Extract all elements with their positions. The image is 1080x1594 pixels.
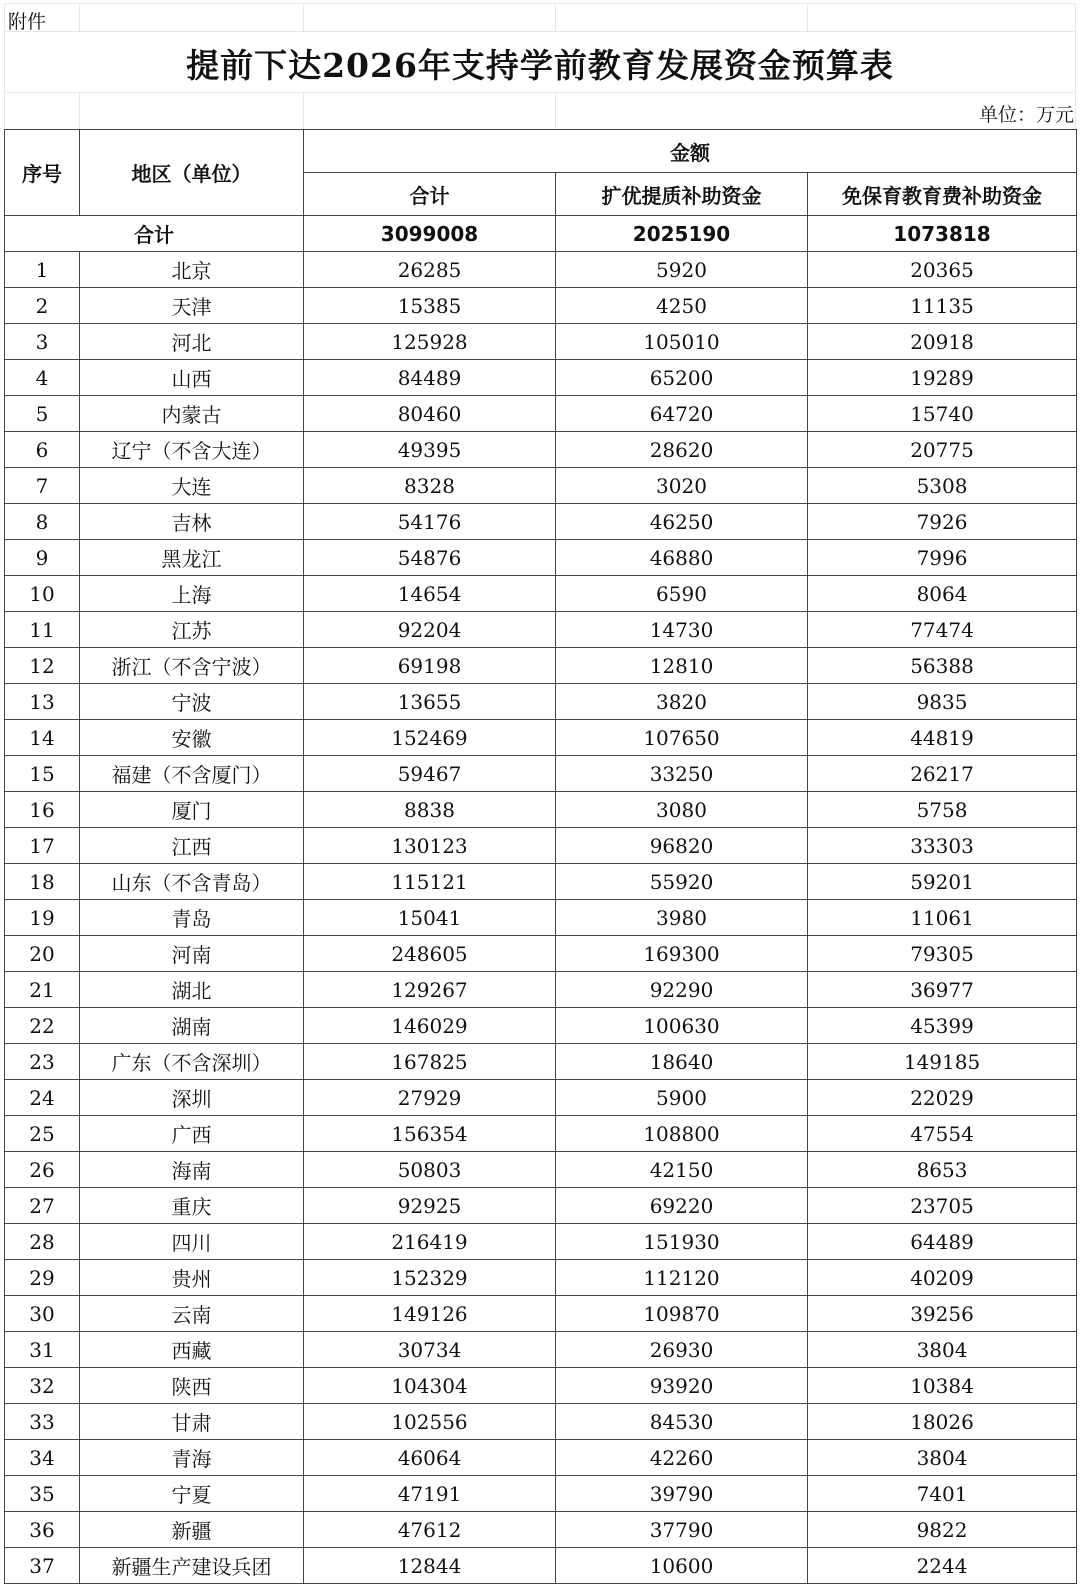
cell-total: 129267	[304, 972, 556, 1008]
cell-quality: 3080	[556, 792, 808, 828]
cell-index: 23	[5, 1044, 80, 1080]
cell-total: 14654	[304, 576, 556, 612]
cell-index: 20	[5, 936, 80, 972]
table-row	[5, 1044, 1077, 1080]
cell-index: 30	[5, 1296, 80, 1332]
cell-quality: 42260	[556, 1440, 808, 1476]
cell-quality: 3980	[556, 900, 808, 936]
cell-quality: 10600	[556, 1548, 808, 1584]
cell-index: 14	[5, 720, 80, 756]
cell-waiver: 3804	[808, 1332, 1077, 1368]
cell-waiver: 22029	[808, 1080, 1077, 1116]
cell-quality: 93920	[556, 1368, 808, 1404]
cell-waiver: 20365	[808, 252, 1077, 288]
cell-region: 甘肃	[80, 1404, 304, 1440]
cell-quality: 14730	[556, 612, 808, 648]
cell-region: 西藏	[80, 1332, 304, 1368]
total-row-total: 3099008	[304, 216, 556, 252]
cell-region: 上海	[80, 576, 304, 612]
table-row	[5, 396, 1077, 432]
table-row	[5, 468, 1077, 504]
cell-waiver: 11135	[808, 288, 1077, 324]
cell-waiver: 8653	[808, 1152, 1077, 1188]
cell-waiver: 26217	[808, 756, 1077, 792]
cell-waiver: 11061	[808, 900, 1077, 936]
cell-region: 江西	[80, 828, 304, 864]
cell-total: 26285	[304, 252, 556, 288]
cell-quality: 33250	[556, 756, 808, 792]
cell-waiver: 20775	[808, 432, 1077, 468]
cell-region: 四川	[80, 1224, 304, 1260]
cell-index: 28	[5, 1224, 80, 1260]
cell-quality: 42150	[556, 1152, 808, 1188]
cell-quality: 96820	[556, 828, 808, 864]
table-row	[5, 1332, 1077, 1368]
cell-total: 46064	[304, 1440, 556, 1476]
cell-waiver: 56388	[808, 648, 1077, 684]
cell-region: 山东（不含青岛）	[80, 864, 304, 900]
gridline	[4, 31, 1076, 32]
table-row	[5, 1152, 1077, 1188]
cell-total: 15385	[304, 288, 556, 324]
cell-total: 92925	[304, 1188, 556, 1224]
cell-region: 福建（不含厦门）	[80, 756, 304, 792]
cell-index: 9	[5, 540, 80, 576]
cell-total: 12844	[304, 1548, 556, 1584]
cell-region: 宁夏	[80, 1476, 304, 1512]
cell-quality: 92290	[556, 972, 808, 1008]
cell-quality: 6590	[556, 576, 808, 612]
cell-region: 北京	[80, 252, 304, 288]
cell-quality: 109870	[556, 1296, 808, 1332]
cell-quality: 112120	[556, 1260, 808, 1296]
budget-table	[4, 129, 1077, 1584]
table-row	[5, 936, 1077, 972]
cell-total: 47612	[304, 1512, 556, 1548]
cell-quality: 5900	[556, 1080, 808, 1116]
cell-waiver: 23705	[808, 1188, 1077, 1224]
cell-total: 27929	[304, 1080, 556, 1116]
total-row-waiver: 1073818	[808, 216, 1077, 252]
table-row	[5, 1008, 1077, 1044]
table-row	[5, 612, 1077, 648]
cell-index: 10	[5, 576, 80, 612]
table-row	[5, 1296, 1077, 1332]
cell-index: 26	[5, 1152, 80, 1188]
cell-index: 7	[5, 468, 80, 504]
cell-index: 35	[5, 1476, 80, 1512]
cell-index: 8	[5, 504, 80, 540]
cell-quality: 84530	[556, 1404, 808, 1440]
cell-region: 新疆生产建设兵团	[80, 1548, 304, 1584]
table-row	[5, 1512, 1077, 1548]
cell-total: 15041	[304, 900, 556, 936]
cell-region: 厦门	[80, 792, 304, 828]
cell-region: 安徽	[80, 720, 304, 756]
gridline	[555, 3, 556, 31]
table-row	[5, 576, 1077, 612]
cell-region: 青岛	[80, 900, 304, 936]
cell-total: 30734	[304, 1332, 556, 1368]
cell-index: 15	[5, 756, 80, 792]
table-row	[5, 504, 1077, 540]
table-row	[5, 1224, 1077, 1260]
table-row	[5, 828, 1077, 864]
cell-total: 8328	[304, 468, 556, 504]
cell-index: 21	[5, 972, 80, 1008]
cell-waiver: 64489	[808, 1224, 1077, 1260]
cell-waiver: 149185	[808, 1044, 1077, 1080]
table-row	[5, 900, 1077, 936]
page-title: 提前下达2026年支持学前教育发展资金预算表	[186, 46, 894, 85]
cell-index: 24	[5, 1080, 80, 1116]
cell-quality: 3820	[556, 684, 808, 720]
cell-index: 1	[5, 252, 80, 288]
cell-index: 34	[5, 1440, 80, 1476]
cell-total: 167825	[304, 1044, 556, 1080]
cell-index: 37	[5, 1548, 80, 1584]
header-quality-subsidy: 扩优提质补助资金	[556, 173, 808, 216]
cell-waiver: 79305	[808, 936, 1077, 972]
cell-index: 11	[5, 612, 80, 648]
cell-region: 海南	[80, 1152, 304, 1188]
cell-region: 河南	[80, 936, 304, 972]
cell-index: 6	[5, 432, 80, 468]
cell-index: 33	[5, 1404, 80, 1440]
cell-total: 50803	[304, 1152, 556, 1188]
cell-total: 54176	[304, 504, 556, 540]
cell-index: 3	[5, 324, 80, 360]
cell-total: 152469	[304, 720, 556, 756]
table-row	[5, 252, 1077, 288]
cell-region: 浙江（不含宁波）	[80, 648, 304, 684]
cell-quality: 69220	[556, 1188, 808, 1224]
cell-region: 江苏	[80, 612, 304, 648]
gridline	[807, 3, 808, 31]
cell-index: 17	[5, 828, 80, 864]
cell-total: 125928	[304, 324, 556, 360]
cell-quality: 100630	[556, 1008, 808, 1044]
cell-waiver: 47554	[808, 1116, 1077, 1152]
cell-region: 黑龙江	[80, 540, 304, 576]
cell-region: 新疆	[80, 1512, 304, 1548]
cell-quality: 26930	[556, 1332, 808, 1368]
cell-region: 重庆	[80, 1188, 304, 1224]
header-fee-waiver-subsidy: 免保育教育费补助资金	[808, 173, 1077, 216]
cell-quality: 108800	[556, 1116, 808, 1152]
cell-quality: 18640	[556, 1044, 808, 1080]
cell-waiver: 5758	[808, 792, 1077, 828]
cell-quality: 65200	[556, 360, 808, 396]
cell-total: 248605	[304, 936, 556, 972]
total-row-label: 合计	[5, 216, 304, 252]
cell-index: 27	[5, 1188, 80, 1224]
cell-region: 青海	[80, 1440, 304, 1476]
cell-region: 宁波	[80, 684, 304, 720]
cell-waiver: 9835	[808, 684, 1077, 720]
cell-index: 29	[5, 1260, 80, 1296]
cell-region: 山西	[80, 360, 304, 396]
cell-quality: 5920	[556, 252, 808, 288]
cell-total: 92204	[304, 612, 556, 648]
table-row	[5, 324, 1077, 360]
cell-waiver: 36977	[808, 972, 1077, 1008]
gridline	[79, 3, 80, 31]
cell-waiver: 20918	[808, 324, 1077, 360]
cell-quality: 46250	[556, 504, 808, 540]
cell-quality: 169300	[556, 936, 808, 972]
table-row	[5, 720, 1077, 756]
header-total: 合计	[304, 173, 556, 216]
total-row	[5, 216, 1077, 252]
cell-waiver: 45399	[808, 1008, 1077, 1044]
cell-quality: 105010	[556, 324, 808, 360]
gridline	[79, 92, 80, 129]
table-row	[5, 1440, 1077, 1476]
attachment-label: 附件	[8, 11, 47, 33]
cell-total: 54876	[304, 540, 556, 576]
table-row	[5, 540, 1077, 576]
cell-total: 13655	[304, 684, 556, 720]
cell-waiver: 7401	[808, 1476, 1077, 1512]
cell-index: 32	[5, 1368, 80, 1404]
cell-total: 49395	[304, 432, 556, 468]
cell-region: 广东（不含深圳）	[80, 1044, 304, 1080]
table-row	[5, 648, 1077, 684]
cell-index: 19	[5, 900, 80, 936]
cell-waiver: 7926	[808, 504, 1077, 540]
cell-region: 广西	[80, 1116, 304, 1152]
unit-label: 单位：万元	[978, 104, 1074, 126]
cell-total: 47191	[304, 1476, 556, 1512]
cell-waiver: 5308	[808, 468, 1077, 504]
cell-total: 59467	[304, 756, 556, 792]
table-row	[5, 1476, 1077, 1512]
cell-waiver: 2244	[808, 1548, 1077, 1584]
cell-region: 河北	[80, 324, 304, 360]
cell-total: 149126	[304, 1296, 556, 1332]
gridline	[303, 3, 304, 31]
table-row	[5, 432, 1077, 468]
cell-waiver: 8064	[808, 576, 1077, 612]
table-row	[5, 684, 1077, 720]
cell-index: 12	[5, 648, 80, 684]
cell-index: 25	[5, 1116, 80, 1152]
cell-waiver: 19289	[808, 360, 1077, 396]
cell-quality: 55920	[556, 864, 808, 900]
cell-region: 内蒙古	[80, 396, 304, 432]
cell-waiver: 77474	[808, 612, 1077, 648]
cell-region: 云南	[80, 1296, 304, 1332]
cell-quality: 4250	[556, 288, 808, 324]
cell-region: 深圳	[80, 1080, 304, 1116]
cell-total: 104304	[304, 1368, 556, 1404]
table-row	[5, 288, 1077, 324]
cell-waiver: 10384	[808, 1368, 1077, 1404]
cell-quality: 64720	[556, 396, 808, 432]
cell-region: 湖南	[80, 1008, 304, 1044]
cell-total: 156354	[304, 1116, 556, 1152]
cell-region: 湖北	[80, 972, 304, 1008]
cell-index: 31	[5, 1332, 80, 1368]
cell-quality: 46880	[556, 540, 808, 576]
cell-quality: 28620	[556, 432, 808, 468]
cell-region: 吉林	[80, 504, 304, 540]
table-row	[5, 1116, 1077, 1152]
cell-region: 辽宁（不含大连）	[80, 432, 304, 468]
cell-waiver: 40209	[808, 1260, 1077, 1296]
cell-index: 13	[5, 684, 80, 720]
cell-region: 贵州	[80, 1260, 304, 1296]
gridline	[4, 3, 1076, 4]
cell-region: 大连	[80, 468, 304, 504]
cell-quality: 37790	[556, 1512, 808, 1548]
table-row	[5, 1548, 1077, 1584]
cell-waiver: 33303	[808, 828, 1077, 864]
gridline	[4, 92, 1076, 93]
table-row	[5, 360, 1077, 396]
gridline	[303, 92, 304, 129]
table-row	[5, 1188, 1077, 1224]
cell-total: 130123	[304, 828, 556, 864]
cell-waiver: 18026	[808, 1404, 1077, 1440]
cell-waiver: 39256	[808, 1296, 1077, 1332]
cell-waiver: 3804	[808, 1440, 1077, 1476]
cell-quality: 39790	[556, 1476, 808, 1512]
cell-index: 22	[5, 1008, 80, 1044]
table-row	[5, 792, 1077, 828]
table-row	[5, 756, 1077, 792]
cell-total: 115121	[304, 864, 556, 900]
cell-waiver: 7996	[808, 540, 1077, 576]
table-row	[5, 1404, 1077, 1440]
cell-total: 8838	[304, 792, 556, 828]
cell-waiver: 15740	[808, 396, 1077, 432]
cell-index: 36	[5, 1512, 80, 1548]
cell-quality: 107650	[556, 720, 808, 756]
cell-index: 2	[5, 288, 80, 324]
cell-index: 18	[5, 864, 80, 900]
cell-total: 216419	[304, 1224, 556, 1260]
cell-waiver: 44819	[808, 720, 1077, 756]
cell-quality: 3020	[556, 468, 808, 504]
cell-total: 152329	[304, 1260, 556, 1296]
table-row	[5, 972, 1077, 1008]
cell-region: 陕西	[80, 1368, 304, 1404]
cell-waiver: 59201	[808, 864, 1077, 900]
cell-total: 102556	[304, 1404, 556, 1440]
total-row-quality: 2025190	[556, 216, 808, 252]
header-amount-group: 金额	[304, 130, 1077, 173]
table-row	[5, 1260, 1077, 1296]
header-region: 地区（单位）	[80, 130, 304, 216]
cell-quality: 12810	[556, 648, 808, 684]
table-row	[5, 1368, 1077, 1404]
cell-total: 146029	[304, 1008, 556, 1044]
table-row	[5, 1080, 1077, 1116]
cell-index: 16	[5, 792, 80, 828]
cell-index: 4	[5, 360, 80, 396]
cell-quality: 151930	[556, 1224, 808, 1260]
cell-region: 天津	[80, 288, 304, 324]
table-row	[5, 864, 1077, 900]
cell-total: 84489	[304, 360, 556, 396]
gridline	[555, 92, 556, 129]
cell-total: 69198	[304, 648, 556, 684]
cell-index: 5	[5, 396, 80, 432]
header-index: 序号	[5, 130, 80, 216]
cell-waiver: 9822	[808, 1512, 1077, 1548]
cell-total: 80460	[304, 396, 556, 432]
